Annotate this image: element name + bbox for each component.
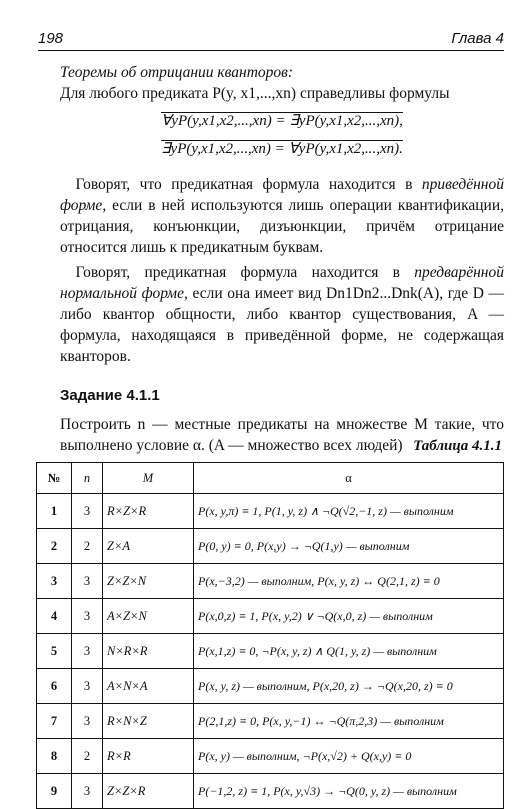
row-condition: P(x,1,z) ≡ 0, ¬P(x, y, z) ∧ Q(1, y, z) — выполним — [194, 634, 504, 669]
row-number: 2 — [37, 529, 72, 564]
table-header-row — [37, 463, 504, 494]
row-set: Z×Z×R — [103, 774, 194, 809]
row-number: 4 — [37, 599, 72, 634]
row-number: 5 — [37, 634, 72, 669]
paragraph-text: , если в ней используются лишь операции квантификации, отрицания, конъюнкции, дизъюнкции, причём отрицание относится лишь к предикатным буквам. — [60, 197, 504, 256]
row-set: A×N×A — [103, 669, 194, 704]
theorem-intro: Для любого предиката P(y, x1,...,xn) справедливы формулы — [60, 85, 450, 102]
row-set: Z×A — [103, 529, 194, 564]
page-number: 198 — [38, 30, 64, 47]
row-arity: 3 — [72, 704, 103, 739]
table-row — [37, 564, 504, 599]
row-condition: P(0, y) ≡ 0, P(x,y) → ¬Q(1,y) — выполним — [194, 529, 504, 564]
paragraph-prenex-form — [60, 262, 504, 367]
row-condition: P(x, y, z) — выполним, P(x,20, z) → ¬Q(x,20, z) ≡ 0 — [194, 669, 504, 704]
header-alpha: α — [194, 463, 504, 494]
row-condition: P(x, y) — выполним, ¬P(x,√2) + Q(x,y) ≡ 0 — [194, 739, 504, 774]
paragraph-text: Говорят, что предикатная формула находится в — [75, 176, 422, 193]
table-row — [37, 494, 504, 529]
row-arity: 3 — [72, 774, 103, 809]
table-caption: Таблица 4.1.1 — [413, 438, 502, 454]
row-number: 1 — [37, 494, 72, 529]
page-header — [38, 28, 504, 51]
row-arity: 2 — [72, 739, 103, 774]
header-number: № — [37, 463, 72, 494]
row-arity: 3 — [72, 599, 103, 634]
table-row — [37, 704, 504, 739]
header-m: M — [103, 463, 194, 494]
table-row — [37, 529, 504, 564]
chapter-title: Глава 4 — [451, 30, 504, 47]
row-set: R×R — [103, 739, 194, 774]
row-arity: 3 — [72, 564, 103, 599]
row-condition: P(x,−3,2) — выполним, P(x, y, z) ↔ Q(2,1, z) ≡ 0 — [194, 564, 504, 599]
row-set: N×R×R — [103, 634, 194, 669]
row-set: R×Z×R — [103, 494, 194, 529]
row-number: 8 — [37, 739, 72, 774]
row-condition: P(x,0,z) ≡ 1, P(x, y,2) ∨ ¬Q(x,0, z) — выполним — [194, 599, 504, 634]
paragraph-text: Говорят, предикатная формула находится в — [75, 264, 415, 281]
table-row — [37, 739, 504, 774]
predicates-table — [36, 462, 504, 809]
row-number: 6 — [37, 669, 72, 704]
formula-1: ∀yP(y,x1,x2,...,xn) = ∃yP(y,x1,x2,...,xn), — [161, 113, 403, 129]
row-arity: 3 — [72, 494, 103, 529]
header-n: n — [72, 463, 103, 494]
row-set: R×N×Z — [103, 704, 194, 739]
task-text: Построить n — местные предикаты на множестве M такие, что выполнено условие α. (A — множество всех людей) — [60, 416, 504, 454]
formula-2: ∃yP(y,x1,x2,...,xn) = ∀yP(y,x1,x2,...,xn). — [161, 141, 403, 157]
row-set: A×Z×N — [103, 599, 194, 634]
table-row — [37, 634, 504, 669]
paragraph-text: , если она имеет вид Dn1Dn2...Dnk(A), где D — либо квантор общности, либо квантор существования, A — формула, находящаяся в приведённой форме, не содержащая кванторов. — [60, 285, 504, 365]
paragraph-reduced-form — [60, 174, 504, 258]
row-number: 3 — [37, 564, 72, 599]
row-number: 7 — [37, 704, 72, 739]
page-body — [60, 62, 504, 456]
row-number: 9 — [37, 774, 72, 809]
row-condition: P(x, y,π) ≡ 1, P(1, y, z) ∧ ¬Q(√2,−1, z) — выполним — [194, 494, 504, 529]
row-arity: 2 — [72, 529, 103, 564]
row-arity: 3 — [72, 669, 103, 704]
term-reduced-form: приведённой форме — [60, 176, 504, 214]
term-prenex-form: предварённой нормальной форме — [60, 264, 504, 302]
row-condition: P(−1,2, z) ≡ 1, P(x, y,√3) → ¬Q(0, y, z) — выполним — [194, 774, 504, 809]
table-row — [37, 599, 504, 634]
task-title: Задание 4.1.1 — [60, 387, 160, 404]
table-row — [37, 669, 504, 704]
theorem-title: Теоремы об отрицании кванторов: — [60, 64, 294, 81]
row-condition: P(2,1,z) ≡ 0, P(x, y,−1) ↔ ¬Q(π,2,3) — выполним — [194, 704, 504, 739]
row-set: Z×Z×N — [103, 564, 194, 599]
row-arity: 3 — [72, 634, 103, 669]
table-row — [37, 774, 504, 809]
